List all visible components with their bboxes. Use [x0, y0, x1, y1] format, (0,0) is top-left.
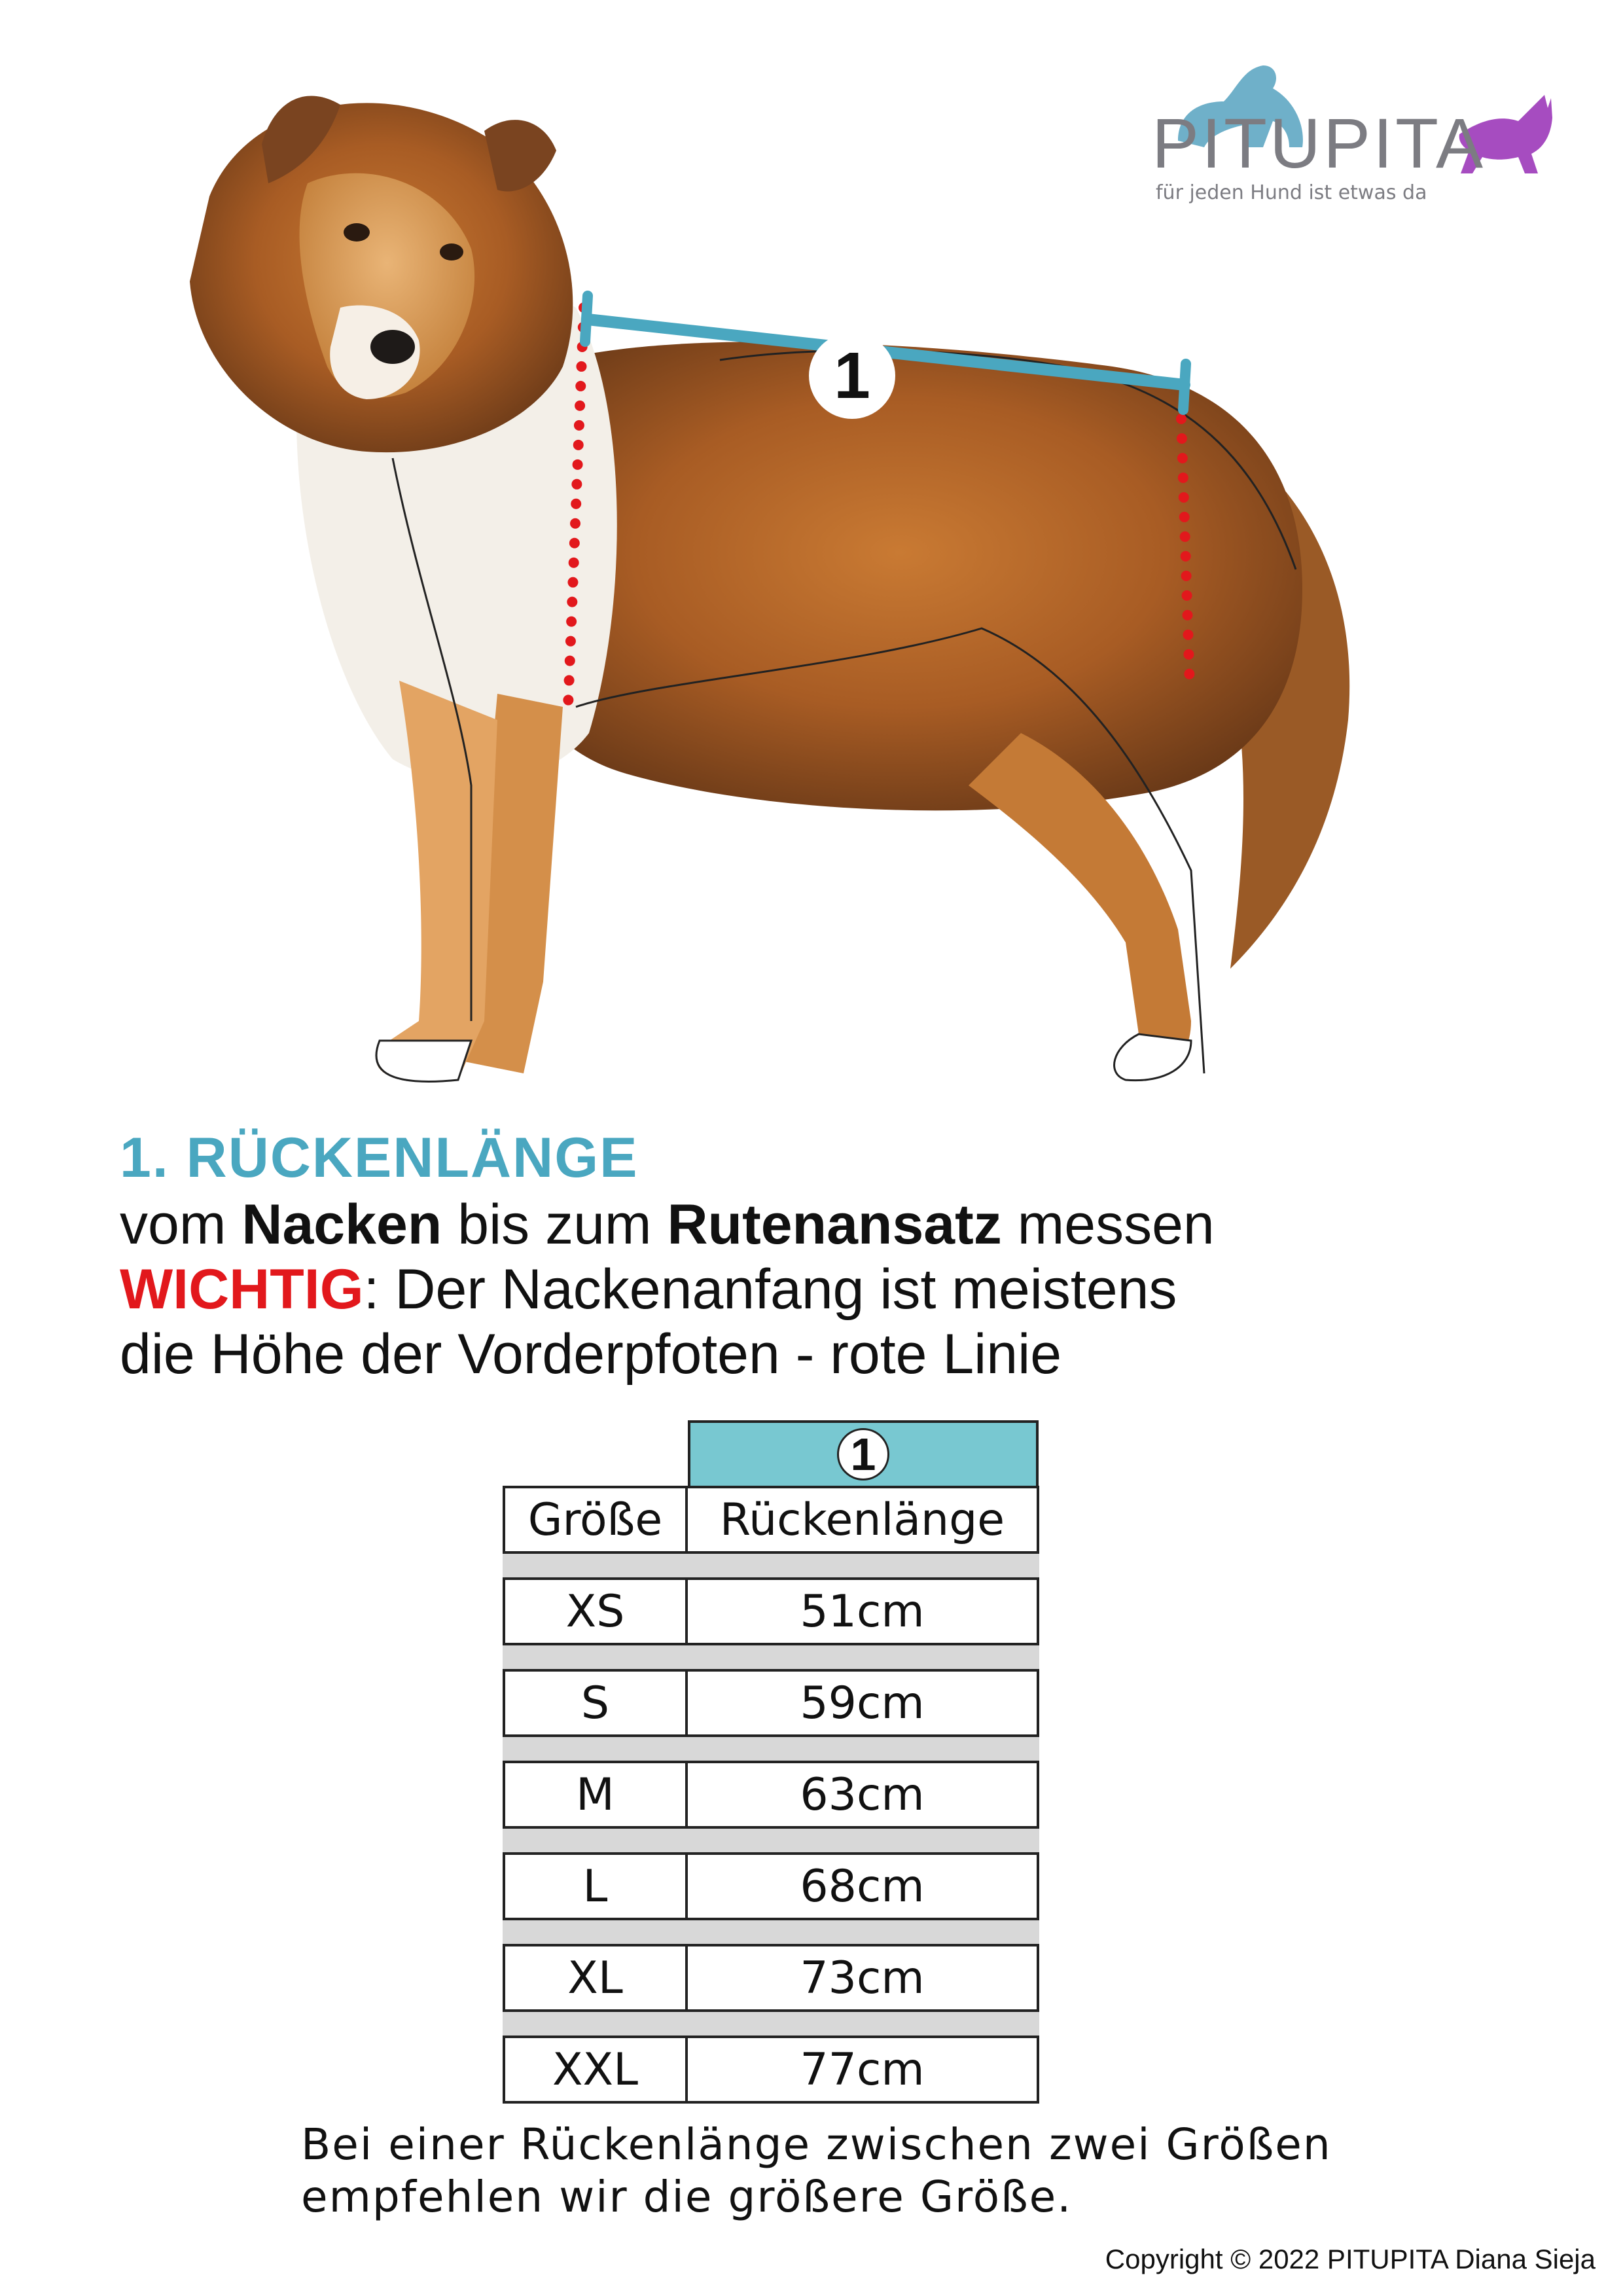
back-length-line-end-cap	[1183, 364, 1186, 410]
logo-tagline: für jeden Hund ist etwas da	[1156, 181, 1427, 204]
size-cell: L	[503, 1852, 688, 1920]
table-number-badge: 1	[837, 1428, 889, 1480]
length-cell: 51cm	[688, 1577, 1039, 1645]
row-separator	[503, 2012, 1039, 2036]
dog-eye-right	[440, 243, 463, 260]
length-cell: 77cm	[688, 2036, 1039, 2104]
size-cell: M	[503, 1761, 688, 1829]
size-cell: S	[503, 1669, 688, 1737]
row-separator	[503, 1554, 1039, 1577]
row-separator	[503, 1645, 1039, 1669]
column-header-size: Größe	[503, 1486, 688, 1554]
desc-1b: Nacken	[241, 1193, 442, 1256]
dog-nose	[370, 330, 415, 364]
table-row	[503, 2036, 1039, 2104]
dog-hind-paw	[1115, 1034, 1191, 1081]
desc-1d: Rutenansatz	[667, 1193, 1002, 1256]
size-cell: XS	[503, 1577, 688, 1645]
table-row	[503, 1761, 1039, 1829]
row-separator	[503, 1737, 1039, 1761]
dog-front-paw	[376, 1041, 471, 1082]
desc-1e: messen	[1001, 1193, 1215, 1256]
table-row	[503, 1944, 1039, 2012]
table-row	[503, 1852, 1039, 1920]
copyright-notice: Copyright © 2022 PITUPITA Diana Sieja	[1105, 2244, 1596, 2274]
desc-2-rest: : Der Nackenanfang ist meistens	[363, 1258, 1177, 1321]
note-line-2: empfehlen wir die größere Größe.	[301, 2172, 1073, 2222]
table-number-header	[688, 1420, 1039, 1488]
logo-wordmark: PITUPITA	[1152, 103, 1486, 183]
length-cell: 68cm	[688, 1852, 1039, 1920]
column-header-back-length: Rückenlänge	[688, 1486, 1039, 1554]
row-separator	[503, 1920, 1039, 1944]
desc-1a: vom	[120, 1193, 242, 1256]
description-line-1	[120, 1193, 1215, 1257]
section-heading: 1. RÜCKENLÄNGE	[120, 1126, 639, 1189]
table-row	[503, 1669, 1039, 1737]
important-label: WICHTIG	[120, 1258, 364, 1321]
brand-logo	[1139, 62, 1571, 206]
length-cell: 63cm	[688, 1761, 1039, 1829]
marker-label: 1	[834, 339, 870, 412]
description-line-2	[120, 1257, 1177, 1322]
table-row	[503, 1577, 1039, 1645]
size-cell: XXL	[503, 2036, 688, 2104]
length-cell: 59cm	[688, 1669, 1039, 1737]
note-line-1: Bei einer Rückenlänge zwischen zwei Größen	[301, 2119, 1332, 2170]
back-length-line-start-cap	[585, 296, 588, 342]
description-line-3: die Höhe der Vorderpfoten - rote Linie	[120, 1323, 1062, 1386]
length-cell: 73cm	[688, 1944, 1039, 2012]
desc-1c: bis zum	[442, 1193, 668, 1256]
size-cell: XL	[503, 1944, 688, 2012]
dog-eye-left	[344, 223, 370, 242]
row-separator	[503, 1829, 1039, 1852]
table-header-row	[503, 1486, 1039, 1554]
